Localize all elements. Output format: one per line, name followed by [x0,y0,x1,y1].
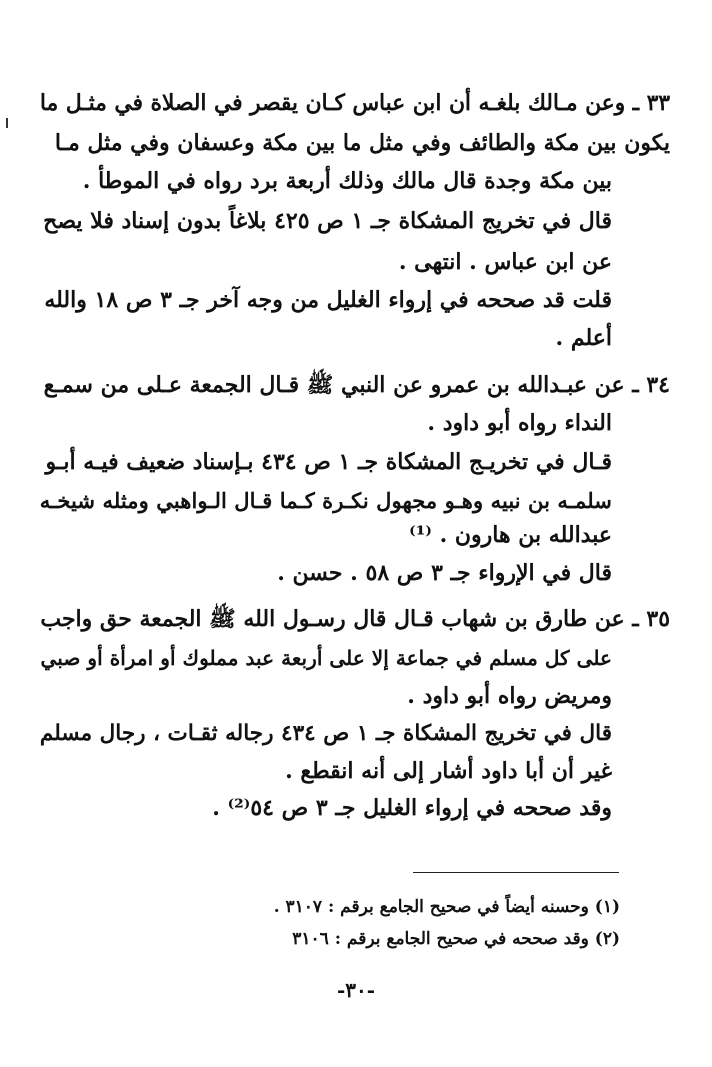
footnote-1: (١) وحسنه أيضاً في صحيح الجامع برقم : ٣١٠٧ . [273,897,620,917]
page-number: -٣٠- [336,978,376,1002]
entry-34-line-3: قـال في تخريـج المشكاة جـ ١ ص ٤٣٤ بـإسناد ضعيف فيـه أبـو [45,449,612,475]
entry-33-line-4: قال في تخريج المشكاة جـ ١ ص ٤٢٥ بلاغاً بدون إسناد فلا يصح [43,208,612,234]
entry-34-line-6: قال في الإرواء جـ ٣ ص ٥٨ . حسن . [277,560,612,586]
entry-33-line-2: يكون بين مكة والطائف وفي مثل ما بين مكة وعسفان وفي مثل مـا [54,130,670,156]
entry-35-line-1: ٣٥ ـ عن طارق بن شهاب قـال قال رسـول الله ﷺ الجمعة حق واجب [40,606,670,632]
entry-33-line-7: أعلم . [555,325,612,351]
footnote-separator [413,872,619,873]
scan-edge-mark [6,118,8,128]
entry-35-line-4: قال في تخريج المشكاة جـ ١ ص ٤٣٤ رجاله ثقـات ، رجال مسلم [39,721,612,746]
footnote-2: (٢) وقد صححه في صحيح الجامع برقم : ٣١٠٦ [292,929,620,949]
entry-33-line-1: ٣٣ ـ وعن مـالك بلغـه أن ابن عباس كـان يقصر في الصلاة في مثـل ما [39,91,670,116]
entry-34-line-2: النداء رواه أبو داود . [427,410,612,436]
entry-33-line-6: قلت قد صححه في إرواء الغليل من وجه آخر جـ ٣ ص ١٨ والله [44,287,612,313]
entry-33-line-3: بين مكة وجدة قال مالك وذلك أربعة برد رواه في الموطأ . [82,168,612,194]
entry-35-line-5: غير أن أبا داود أشار إلى أنه انقطع . [285,758,612,784]
entry-35-line-2: على كل مسلم في جماعة إلا على أربعة عبد مملوك أو امرأة أو صبي [40,646,612,670]
entry-35-line-3: ومريض رواه أبو داود . [407,683,612,709]
entry-33-line-5: عن ابن عباس . انتهى . [398,249,612,275]
entry-34-line-1: ٣٤ ـ عن عبـدالله بن عمرو عن النبي ﷺ قـال الجمعة عـلى من سمـع [43,372,670,398]
entry-34-line-4: سلمـه بن نبيه وهـو مجهول نكـرة كـما قـال الـواهبي ومثله شيخـه [39,488,612,513]
entry-34-line-5: عبدالله بن هارون . ⁽¹⁾ [409,522,612,548]
entry-35-line-6: وقد صححه في إرواء الغليل جـ ٣ ص ٥٤⁽²⁾ . [212,795,612,821]
